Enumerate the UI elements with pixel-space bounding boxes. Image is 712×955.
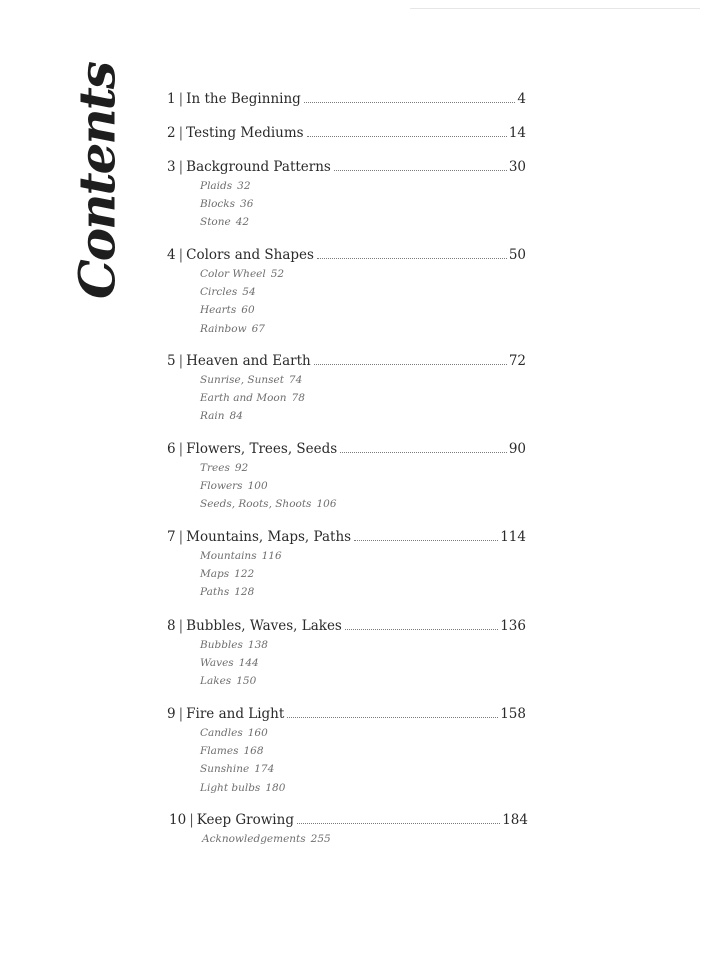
dot-leader <box>334 170 507 171</box>
chapter-page-number: 184 <box>502 812 528 828</box>
section-page-number: 174 <box>254 763 275 776</box>
section-page-number: 92 <box>234 462 249 474</box>
chapter-number: 6 <box>167 441 176 457</box>
chapter-title: Colors and Shapes <box>186 247 314 263</box>
chapter-number: 4 <box>167 247 176 263</box>
chapter-number: 5 <box>167 353 176 369</box>
section-list <box>200 371 526 426</box>
chapter-page-number: 90 <box>508 441 526 457</box>
section-title: Plaids <box>200 180 233 192</box>
section-title: Flames <box>200 745 239 758</box>
chapter-number: 2 <box>167 125 176 141</box>
chapter-page-number: 30 <box>508 159 526 175</box>
chapter-title: Heaven and Earth <box>186 353 311 369</box>
section-entry[interactable] <box>200 283 526 301</box>
section-entry[interactable] <box>200 213 526 231</box>
section-page-number: 52 <box>270 268 285 280</box>
section-page-number: 106 <box>316 498 337 511</box>
chapter-page-number: 114 <box>500 529 526 545</box>
chapter-line[interactable] <box>167 617 526 635</box>
dot-leader <box>345 629 498 630</box>
section-page-number: 116 <box>261 550 282 562</box>
section-entry[interactable] <box>200 547 526 565</box>
section-list <box>200 724 526 797</box>
dot-leader <box>317 258 507 259</box>
section-title: Circles <box>200 286 238 299</box>
section-title: Earth and Moon <box>200 392 287 405</box>
section-title: Lakes <box>200 675 232 688</box>
chapter-line[interactable] <box>167 124 526 142</box>
dot-leader <box>287 717 498 718</box>
chapter-title: Keep Growing <box>196 812 294 828</box>
section-entry[interactable] <box>200 265 526 283</box>
chapter-title: Testing Mediums <box>186 125 304 141</box>
section-title: Rainbow <box>200 322 247 335</box>
dot-leader <box>297 823 500 824</box>
chapter-title: In the Beginning <box>186 91 301 107</box>
section-title: Light bulbs <box>200 781 261 794</box>
chapter-entry <box>167 440 526 514</box>
chapter-entry <box>167 246 526 338</box>
chapter-entry <box>167 528 526 602</box>
chapter-separator: | <box>178 441 184 457</box>
chapter-separator: | <box>178 159 184 175</box>
section-entry[interactable] <box>200 389 526 407</box>
section-title: Mountains <box>200 550 257 562</box>
section-page-number: 67 <box>251 322 265 335</box>
section-page-number: 160 <box>247 727 268 739</box>
chapter-page-number: 50 <box>508 247 526 263</box>
chapter-line[interactable] <box>167 352 526 370</box>
section-entry[interactable] <box>200 459 526 477</box>
section-title: Sunshine <box>200 763 250 776</box>
section-title: Rain <box>200 410 225 423</box>
chapter-page-number: 72 <box>508 353 526 369</box>
section-page-number: 138 <box>247 639 268 651</box>
section-page-number: 180 <box>265 781 286 794</box>
contents-title: Contents <box>67 62 127 300</box>
section-entry[interactable] <box>200 407 526 425</box>
chapter-number: 7 <box>167 529 176 545</box>
chapter-page-number: 136 <box>500 618 526 634</box>
chapter-title: Fire and Light <box>186 706 285 722</box>
section-page-number: 255 <box>310 833 331 845</box>
section-entry[interactable] <box>200 195 526 213</box>
section-title: Trees <box>200 462 230 474</box>
chapter-separator: | <box>178 618 184 634</box>
chapter-entry <box>167 352 526 426</box>
section-entry[interactable] <box>200 724 526 742</box>
section-list <box>200 177 526 232</box>
section-page-number: 60 <box>241 304 255 317</box>
dot-leader <box>340 452 507 453</box>
chapter-separator: | <box>178 247 184 263</box>
chapter-number: 8 <box>167 618 176 634</box>
section-title: Candles <box>200 727 243 739</box>
section-page-number: 74 <box>288 374 303 386</box>
section-entry[interactable] <box>200 583 526 601</box>
chapter-number: 1 <box>167 91 176 107</box>
section-page-number: 128 <box>234 586 255 599</box>
section-entry[interactable] <box>200 177 526 195</box>
chapter-number: 3 <box>167 159 176 175</box>
chapter-title: Mountains, Maps, Paths <box>186 529 352 545</box>
section-page-number: 100 <box>247 480 268 493</box>
chapter-entry <box>169 811 528 848</box>
chapter-separator: | <box>178 529 184 545</box>
section-title: Flowers <box>200 480 243 493</box>
section-entry[interactable] <box>200 636 526 654</box>
chapter-page-number: 4 <box>517 91 526 107</box>
section-entry[interactable] <box>200 565 526 583</box>
section-title: Maps <box>200 568 230 581</box>
chapter-separator: | <box>178 91 184 107</box>
chapter-entry <box>167 124 526 142</box>
section-title: Hearts <box>200 304 237 317</box>
chapter-number: 9 <box>167 706 176 722</box>
chapter-separator: | <box>178 125 184 141</box>
chapter-entry <box>167 158 526 232</box>
chapter-separator: | <box>178 353 184 369</box>
section-page-number: 150 <box>236 675 257 688</box>
section-page-number: 122 <box>234 568 255 581</box>
section-title: Blocks <box>200 198 236 211</box>
chapter-page-number: 14 <box>508 125 526 141</box>
section-page-number: 168 <box>243 745 264 758</box>
dot-leader <box>307 136 507 137</box>
chapter-separator: | <box>189 812 194 828</box>
section-entry[interactable] <box>200 495 526 513</box>
dot-leader <box>304 102 516 103</box>
section-list <box>200 636 526 691</box>
section-list <box>202 830 528 848</box>
chapter-line[interactable] <box>167 440 526 458</box>
section-page-number: 32 <box>237 180 251 192</box>
section-page-number: 78 <box>291 392 305 405</box>
dot-leader <box>354 540 498 541</box>
section-entry[interactable] <box>200 477 526 495</box>
chapter-number: 10 <box>169 812 187 828</box>
chapter-entry <box>167 617 526 691</box>
section-entry[interactable] <box>200 672 526 690</box>
page-edge-line <box>410 8 700 9</box>
chapter-line[interactable] <box>167 705 526 723</box>
section-page-number: 36 <box>240 198 254 211</box>
chapter-entry <box>167 90 526 108</box>
section-page-number: 84 <box>229 410 243 423</box>
section-entry[interactable] <box>200 371 526 389</box>
section-title: Seeds, Roots, Shoots <box>200 498 312 511</box>
chapter-line[interactable] <box>169 811 528 829</box>
section-entry[interactable] <box>200 779 526 797</box>
section-title: Bubbles <box>200 639 243 651</box>
section-entry[interactable] <box>200 760 526 778</box>
section-title: Waves <box>200 657 234 670</box>
section-title: Color Wheel <box>200 268 266 280</box>
chapter-title: Flowers, Trees, Seeds <box>186 441 338 457</box>
section-title: Acknowledgements <box>202 833 306 845</box>
section-page-number: 42 <box>235 216 250 229</box>
chapter-entry <box>167 705 526 797</box>
section-entry[interactable] <box>200 742 526 760</box>
chapter-separator: | <box>178 706 184 722</box>
chapter-line[interactable] <box>167 528 526 546</box>
section-list <box>200 459 526 514</box>
section-page-number: 144 <box>238 657 259 670</box>
chapter-line[interactable] <box>167 246 526 264</box>
chapter-line[interactable] <box>167 158 526 176</box>
chapter-title: Background Patterns <box>186 159 331 175</box>
section-title: Paths <box>200 586 230 599</box>
section-list <box>200 547 526 602</box>
section-page-number: 54 <box>242 286 256 299</box>
section-entry[interactable] <box>200 654 526 672</box>
dot-leader <box>314 364 507 365</box>
contents-title-area <box>62 62 132 300</box>
chapter-line[interactable] <box>167 90 526 108</box>
section-entry[interactable] <box>200 320 526 338</box>
section-entry[interactable] <box>202 830 528 848</box>
chapter-title: Bubbles, Waves, Lakes <box>186 618 342 634</box>
section-list <box>200 265 526 338</box>
section-title: Sunrise, Sunset <box>200 374 284 386</box>
section-entry[interactable] <box>200 301 526 319</box>
chapter-page-number: 158 <box>500 706 526 722</box>
section-title: Stone <box>200 216 231 229</box>
